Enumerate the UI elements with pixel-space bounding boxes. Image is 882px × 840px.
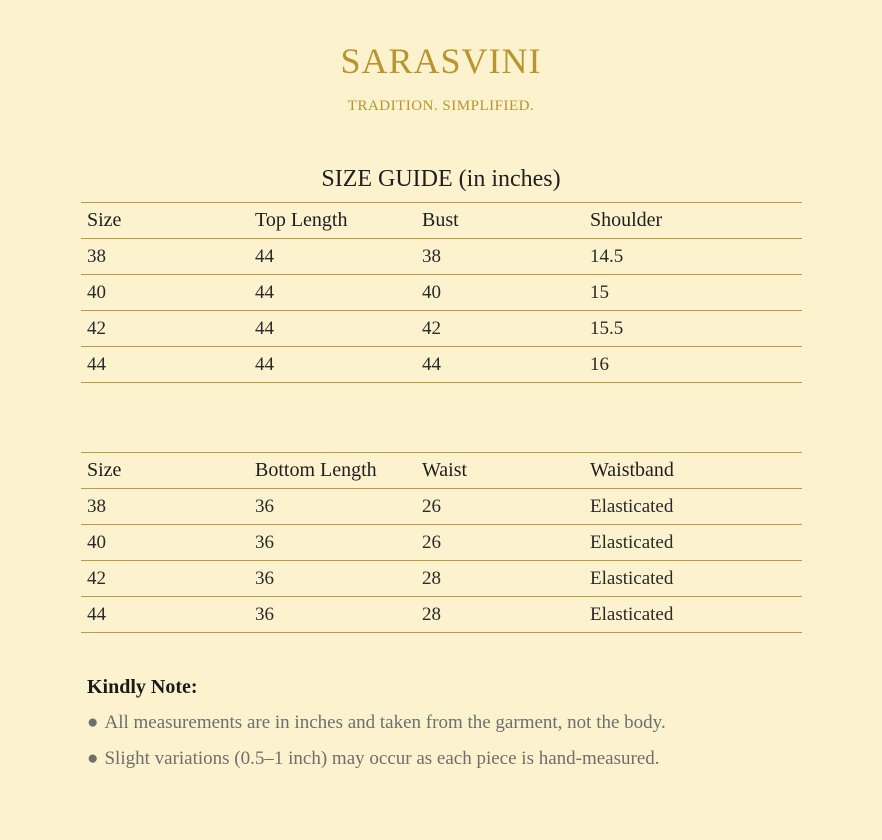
note-title: Kindly Note: [87,676,198,698]
note-text: Slight variations (0.5–1 inch) may occur as each piece is hand-measured. [104,748,660,769]
table-row [81,275,802,311]
bullet-icon: ● [87,748,99,769]
note-item [87,712,666,734]
table-cell: 26 [416,525,584,561]
table-cell: 28 [416,561,584,597]
column-header: Size [81,203,249,239]
table-cell: 15 [584,275,802,311]
table-cell: Elasticated [584,489,802,525]
table-cell: 15.5 [584,311,802,347]
table-cell: Elasticated [584,597,802,633]
table-cell: 42 [416,311,584,347]
table-cell: 26 [416,489,584,525]
table-cell: 38 [81,239,249,275]
column-header: Waist [416,453,584,489]
table-cell: 28 [416,597,584,633]
note-text: All measurements are in inches and taken from the garment, not the body. [104,712,666,733]
brand-name: SARASVINI [340,41,542,81]
top-size-table [81,202,802,383]
table-cell: 44 [249,275,416,311]
table-cell: 40 [81,525,249,561]
column-header: Top Length [249,203,416,239]
table-cell: 44 [416,347,584,383]
table-cell: Elasticated [584,561,802,597]
table-cell: 42 [81,561,249,597]
column-header: Bottom Length [249,453,416,489]
table-header-row [81,453,802,489]
table-cell: 38 [81,489,249,525]
table-row [81,239,802,275]
table-row [81,311,802,347]
table-row [81,525,802,561]
table-cell: 44 [249,347,416,383]
table-cell: 36 [249,489,416,525]
table-row [81,347,802,383]
table-row [81,561,802,597]
bullet-icon: ● [87,712,99,733]
table-row [81,597,802,633]
table-row [81,489,802,525]
table-header-row [81,203,802,239]
table-cell: 14.5 [584,239,802,275]
bottom-size-table [81,452,802,633]
table-cell: 44 [81,347,249,383]
table-cell: 36 [249,561,416,597]
column-header: Size [81,453,249,489]
table-cell: 40 [81,275,249,311]
column-header: Waistband [584,453,802,489]
table-cell: 44 [249,311,416,347]
note-item [87,748,660,770]
table-cell: 38 [416,239,584,275]
column-header: Bust [416,203,584,239]
table-cell: Elasticated [584,525,802,561]
brand-tagline: TRADITION. SIMPLIFIED. [347,98,535,114]
table-cell: 44 [81,597,249,633]
column-header: Shoulder [584,203,802,239]
table-cell: 16 [584,347,802,383]
size-guide-title: SIZE GUIDE (in inches) [321,166,561,192]
table-cell: 44 [249,239,416,275]
table-cell: 36 [249,525,416,561]
table-cell: 36 [249,597,416,633]
table-cell: 40 [416,275,584,311]
table-cell: 42 [81,311,249,347]
